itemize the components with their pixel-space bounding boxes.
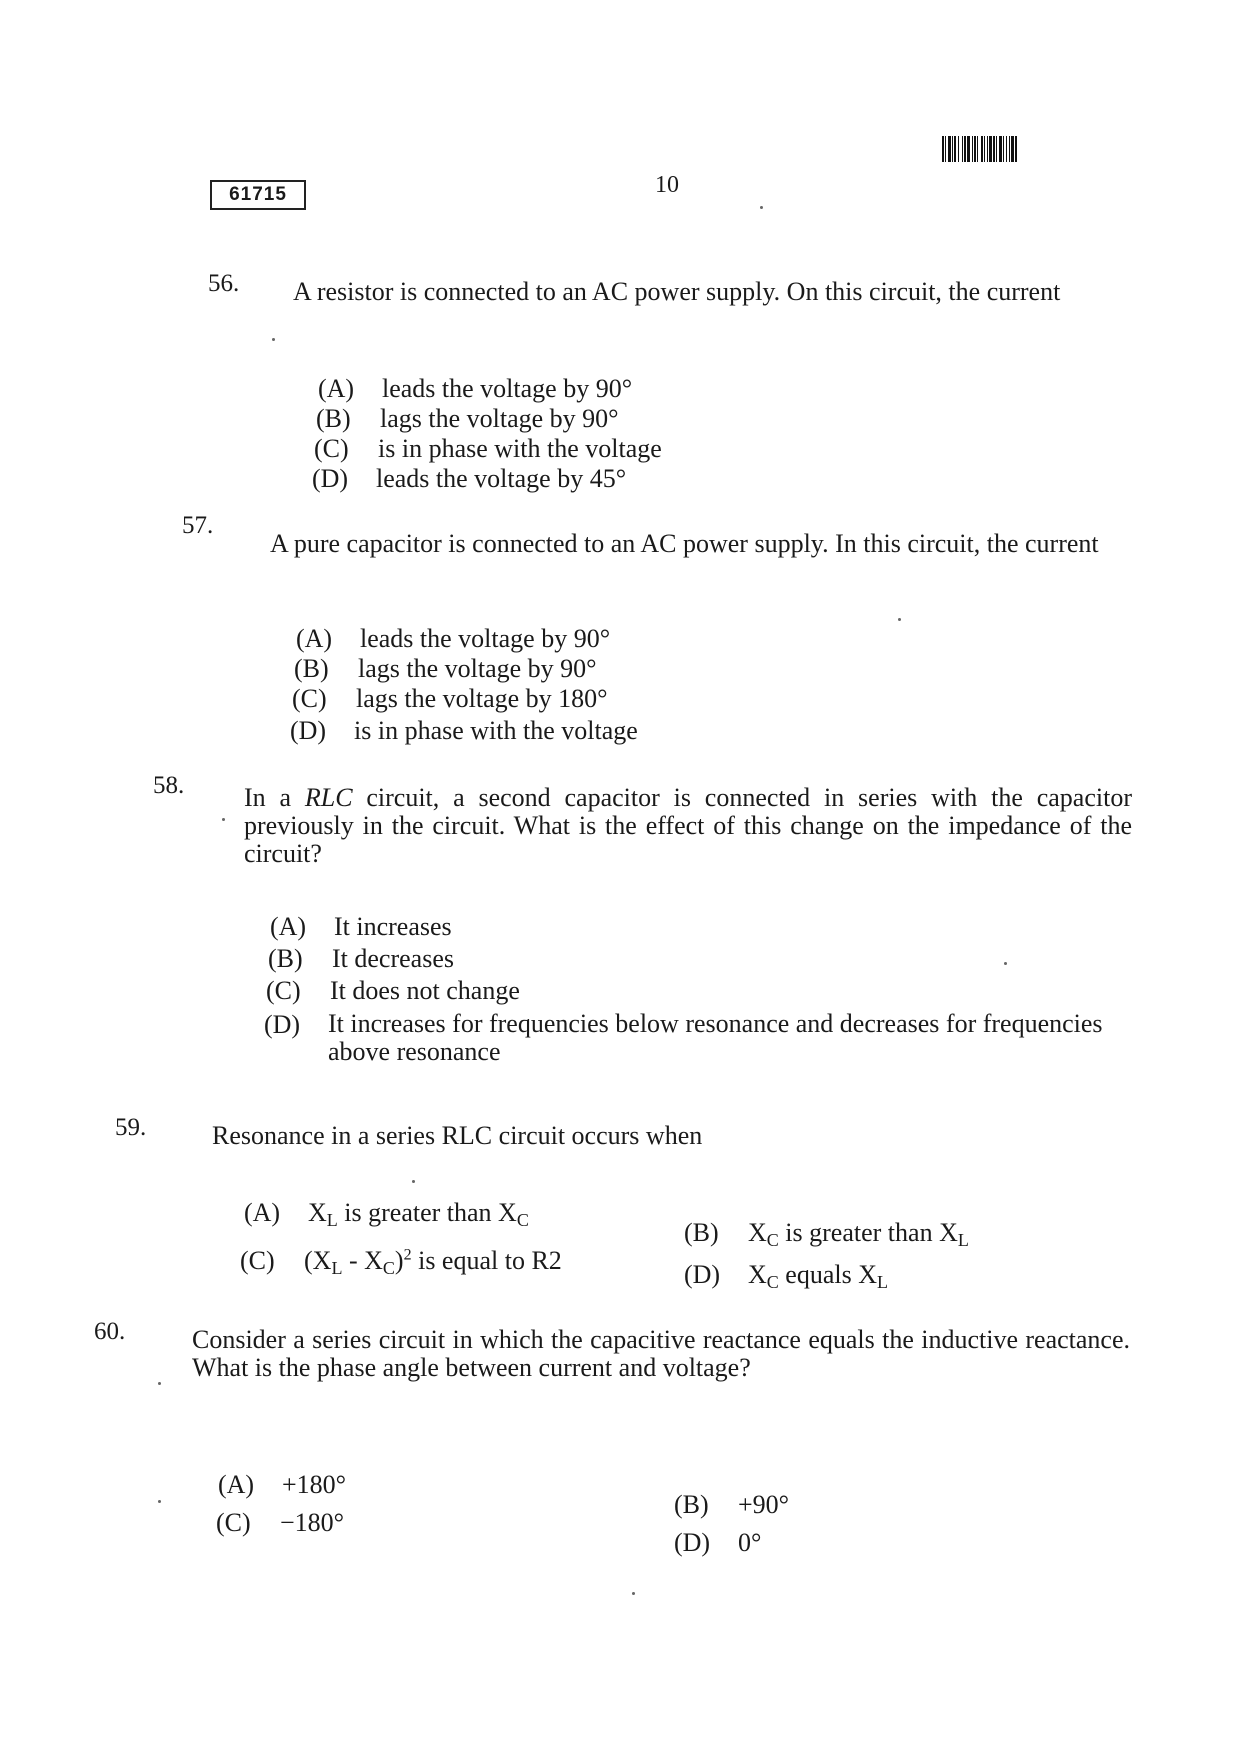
option-b[interactable] <box>684 1218 969 1251</box>
option-text: is in phase with the voltage <box>354 716 638 745</box>
question-number: 57. <box>182 512 214 539</box>
option-label: (C) <box>240 1246 275 1275</box>
option-b[interactable] <box>316 404 619 434</box>
barcode-stripe <box>1017 136 1018 162</box>
option-label: (C) <box>216 1508 251 1537</box>
option-c[interactable] <box>314 434 662 464</box>
option-text: +180° <box>282 1470 347 1499</box>
question-text <box>244 784 1132 868</box>
option-text: $X_C$ equals $X_L$ <box>748 1260 888 1292</box>
page-number: 10 <box>655 172 679 198</box>
option-text: is in phase with the voltage <box>378 434 662 463</box>
question-text: Resonance in a series RLC circuit occurs when <box>212 1121 703 1150</box>
option-text: It increases <box>334 912 452 941</box>
option-label: (A) <box>218 1470 255 1499</box>
question-number: 59. <box>115 1114 147 1141</box>
option-d[interactable] <box>290 716 638 746</box>
option-label: (B) <box>684 1218 719 1247</box>
option-text: $X_L$ is greater than $X_C$ <box>308 1198 529 1230</box>
option-d[interactable] <box>674 1528 761 1558</box>
option-text: lags the voltage by 90° <box>380 404 619 433</box>
option-label: (A) <box>270 912 307 941</box>
option-text: lags the voltage by 180° <box>356 684 608 713</box>
scan-speck <box>1004 962 1007 965</box>
option-c[interactable] <box>266 976 520 1006</box>
option-a[interactable] <box>318 374 632 404</box>
option-text: leads the voltage by 45° <box>376 464 627 493</box>
option-label: (C) <box>292 684 327 713</box>
option-label: (D) <box>290 716 327 745</box>
option-label: (C) <box>314 434 349 463</box>
option-a[interactable] <box>296 624 610 654</box>
option-text: It does not change <box>330 976 520 1005</box>
option-a[interactable] <box>244 1198 529 1231</box>
option-text: It increases for frequencies below resonance and decreases for frequencies above resonance <box>328 1009 1103 1066</box>
option-label: (A) <box>318 374 355 403</box>
option-text: leads the voltage by 90° <box>360 624 611 653</box>
option-text: −180° <box>280 1508 345 1537</box>
option-b[interactable] <box>294 654 597 684</box>
question-text: A pure capacitor is connected to an AC power supply. In this circuit, the current <box>270 529 1099 558</box>
option-text: $(X_L - X_C)^2$ is equal to R2 <box>304 1246 562 1278</box>
question-number: 56. <box>208 270 240 297</box>
question-number: 60. <box>94 1318 126 1345</box>
option-label: (D) <box>674 1528 711 1557</box>
question-text-italic: RLC <box>304 783 353 812</box>
scan-speck <box>632 1592 635 1595</box>
option-a[interactable] <box>218 1470 346 1500</box>
option-b[interactable] <box>268 944 454 974</box>
scan-speck <box>412 1180 415 1183</box>
option-b[interactable] <box>674 1490 789 1520</box>
option-label: (B) <box>316 404 351 433</box>
booklet-code: 61715 <box>210 180 306 210</box>
question-text: Consider a series circuit in which the capacitive reactance equals the inductive reactance. What is the phase angle between current and voltage? <box>192 1325 1130 1382</box>
option-text: +90° <box>738 1490 790 1519</box>
option-label: (D) <box>684 1260 721 1289</box>
option-d[interactable] <box>264 1010 1128 1066</box>
option-text: 0° <box>738 1528 762 1557</box>
option-text: It decreases <box>332 944 454 973</box>
option-text: lags the voltage by 90° <box>358 654 597 683</box>
scan-speck <box>760 206 763 209</box>
option-text: leads the voltage by 90° <box>382 374 633 403</box>
scan-speck <box>898 618 901 621</box>
scan-speck <box>158 1500 161 1503</box>
option-d[interactable] <box>312 464 626 494</box>
option-label: (D) <box>312 464 349 493</box>
option-c[interactable] <box>292 684 608 714</box>
option-label: (A) <box>244 1198 281 1227</box>
option-label: (A) <box>296 624 333 653</box>
question-number: 58. <box>153 772 185 799</box>
scan-speck <box>158 1382 161 1385</box>
scan-speck <box>222 818 225 821</box>
option-label: (B) <box>294 654 329 683</box>
scan-speck <box>272 338 275 341</box>
option-label: (D) <box>264 1010 301 1039</box>
question-text-prefix: In a <box>244 783 305 812</box>
option-text: $X_C$ is greater than $X_L$ <box>748 1218 969 1250</box>
question-text-suffix: circuit, a second capacitor is connected in series with the capacitor previously in the circuit. What is the effect of this change on the impedance of the circuit? <box>244 783 1132 868</box>
option-c[interactable] <box>216 1508 344 1538</box>
option-c[interactable] <box>240 1246 562 1279</box>
option-d[interactable] <box>684 1260 888 1293</box>
question-text: A resistor is connected to an AC power supply. On this circuit, the current <box>293 277 1061 306</box>
barcode <box>942 136 1120 162</box>
option-label: (B) <box>674 1490 709 1519</box>
option-label: (B) <box>268 944 303 973</box>
option-label: (C) <box>266 976 301 1005</box>
option-a[interactable] <box>270 912 452 942</box>
